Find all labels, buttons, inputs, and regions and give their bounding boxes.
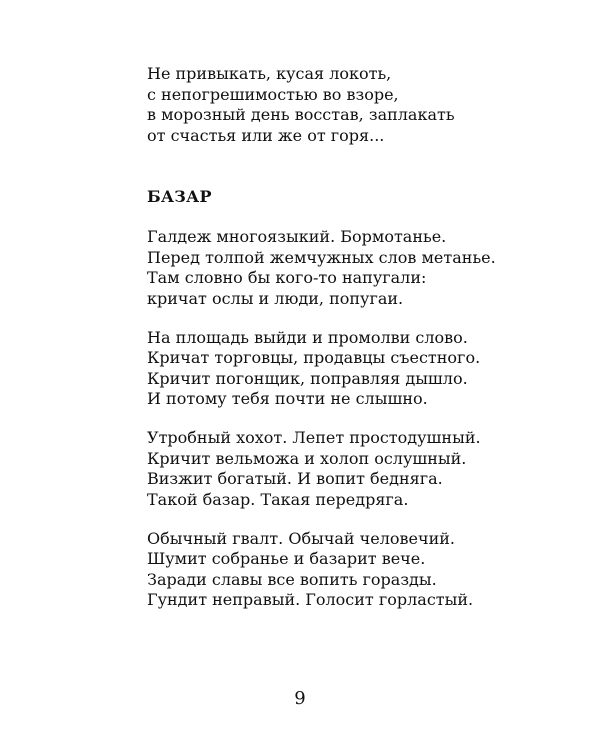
verse-line: Кричит вельможа и холоп ослушный. — [147, 448, 467, 468]
poem-body — [147, 227, 567, 629]
stanza-4 — [147, 529, 567, 611]
verse-line: Там словно бы кого-то напугали: — [147, 268, 427, 287]
stanza-1 — [147, 227, 567, 309]
verse-line: На площадь выйди и промолви слово. — [147, 327, 468, 347]
verse-line: Гундит неправый. Голосит горластый. — [147, 590, 474, 609]
verse-line: Такой базар. Такая передряга. — [147, 489, 409, 509]
verse-line: Визжит богатый. И вопит бедняга. — [147, 469, 443, 488]
verse-line: с непогрешимостью во взоре, — [147, 84, 399, 104]
page-number: 9 — [294, 688, 306, 709]
stanza-2 — [147, 328, 567, 410]
verse-line: в морозный день восстав, заплакать — [147, 105, 455, 124]
verse-line: от счастья или же от горя... — [147, 125, 385, 145]
stanza-3 — [147, 428, 567, 510]
previous-poem-ending — [147, 64, 567, 146]
verse-line: Шумит собранье и базарит вече. — [147, 549, 426, 568]
verse-line: кричат ослы и люди, попугаи. — [147, 288, 404, 308]
verse-line: Утробный хохот. Лепет простодушный. — [147, 428, 481, 447]
verse-line: И потому тебя почти не слышно. — [147, 389, 428, 408]
verse-line: Кричит погонщик, поправляя дышло. — [147, 368, 468, 388]
verse-line: Обычный гвалт. Обычай человечий. — [147, 528, 455, 548]
poem-title: БАЗАР — [147, 187, 212, 206]
verse-line: Заради славы все вопить горазды. — [147, 569, 437, 589]
verse-line: Галдеж многоязыкий. Бормотанье. — [147, 227, 447, 246]
verse-line: Кричат торговцы, продавцы съестного. — [147, 348, 481, 367]
verse-line: Не привыкать, кусая локоть, — [147, 64, 392, 83]
verse-line: Перед толпой жемчужных слов метанье. — [147, 247, 496, 267]
